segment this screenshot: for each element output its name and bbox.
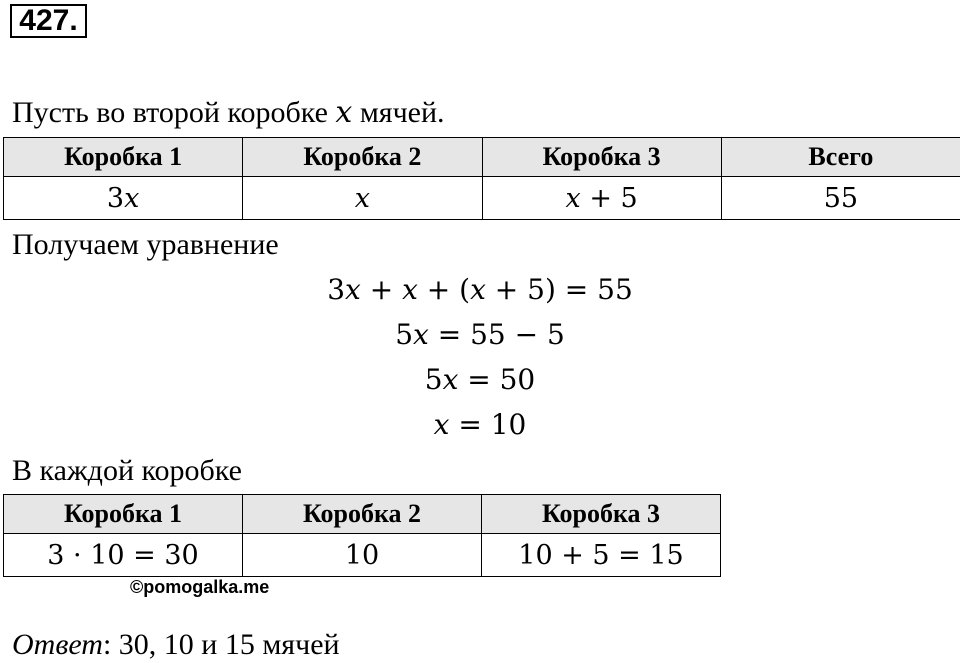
- intro-text-before: Пусть во второй коробке: [12, 96, 336, 129]
- intro-text-after: мячей.: [352, 96, 445, 129]
- answer-line: [12, 628, 340, 662]
- result-cell-box-3: 10 + 5 = 15: [482, 534, 721, 577]
- equation-line-4: x = 10: [433, 408, 527, 441]
- boxes-table: [3, 137, 960, 220]
- each-box-intro: В каждой коробке: [12, 454, 242, 487]
- result-header-box-2: Коробка 2: [243, 495, 482, 534]
- result-cell-box-2: 10: [243, 534, 482, 577]
- equation-line-2: 5x = 55 − 5: [395, 318, 565, 351]
- equation-intro: Получаем уравнение: [12, 228, 279, 261]
- result-table-header-row: [4, 495, 721, 534]
- equation-line-3: 5x = 50: [424, 363, 536, 396]
- result-header-box-1: Коробка 1: [4, 495, 243, 534]
- answer-label: Ответ: [12, 628, 103, 661]
- table-cell-box-2: x: [243, 177, 482, 220]
- watermark: ©pomogalka.me: [130, 577, 270, 597]
- intro-line: [12, 96, 445, 130]
- table-header-box-2: Коробка 2: [243, 138, 482, 177]
- boxes-table-row: [4, 177, 960, 220]
- result-cell-box-1: 3 · 10 = 30: [4, 534, 243, 577]
- result-table: [3, 494, 721, 577]
- table-cell-box-1: 3x: [4, 177, 243, 220]
- intro-variable: x: [335, 95, 353, 130]
- table-header-box-1: Коробка 1: [4, 138, 243, 177]
- table-header-box-3: Коробка 3: [482, 138, 721, 177]
- cell-expression: 55: [823, 182, 859, 214]
- result-header-box-3: Коробка 3: [482, 495, 721, 534]
- problem-number: 427.: [10, 4, 87, 38]
- table-cell-total: [721, 177, 960, 220]
- table-header-total: Всего: [721, 138, 960, 177]
- table-cell-box-3: x + 5: [482, 177, 721, 220]
- answer-text: : 30, 10 и 15 мячей: [102, 628, 340, 661]
- boxes-table-header-row: [4, 138, 960, 177]
- result-table-row: [4, 534, 721, 577]
- equation-line-1: 3x + x + (x + 5) = 55: [327, 273, 633, 306]
